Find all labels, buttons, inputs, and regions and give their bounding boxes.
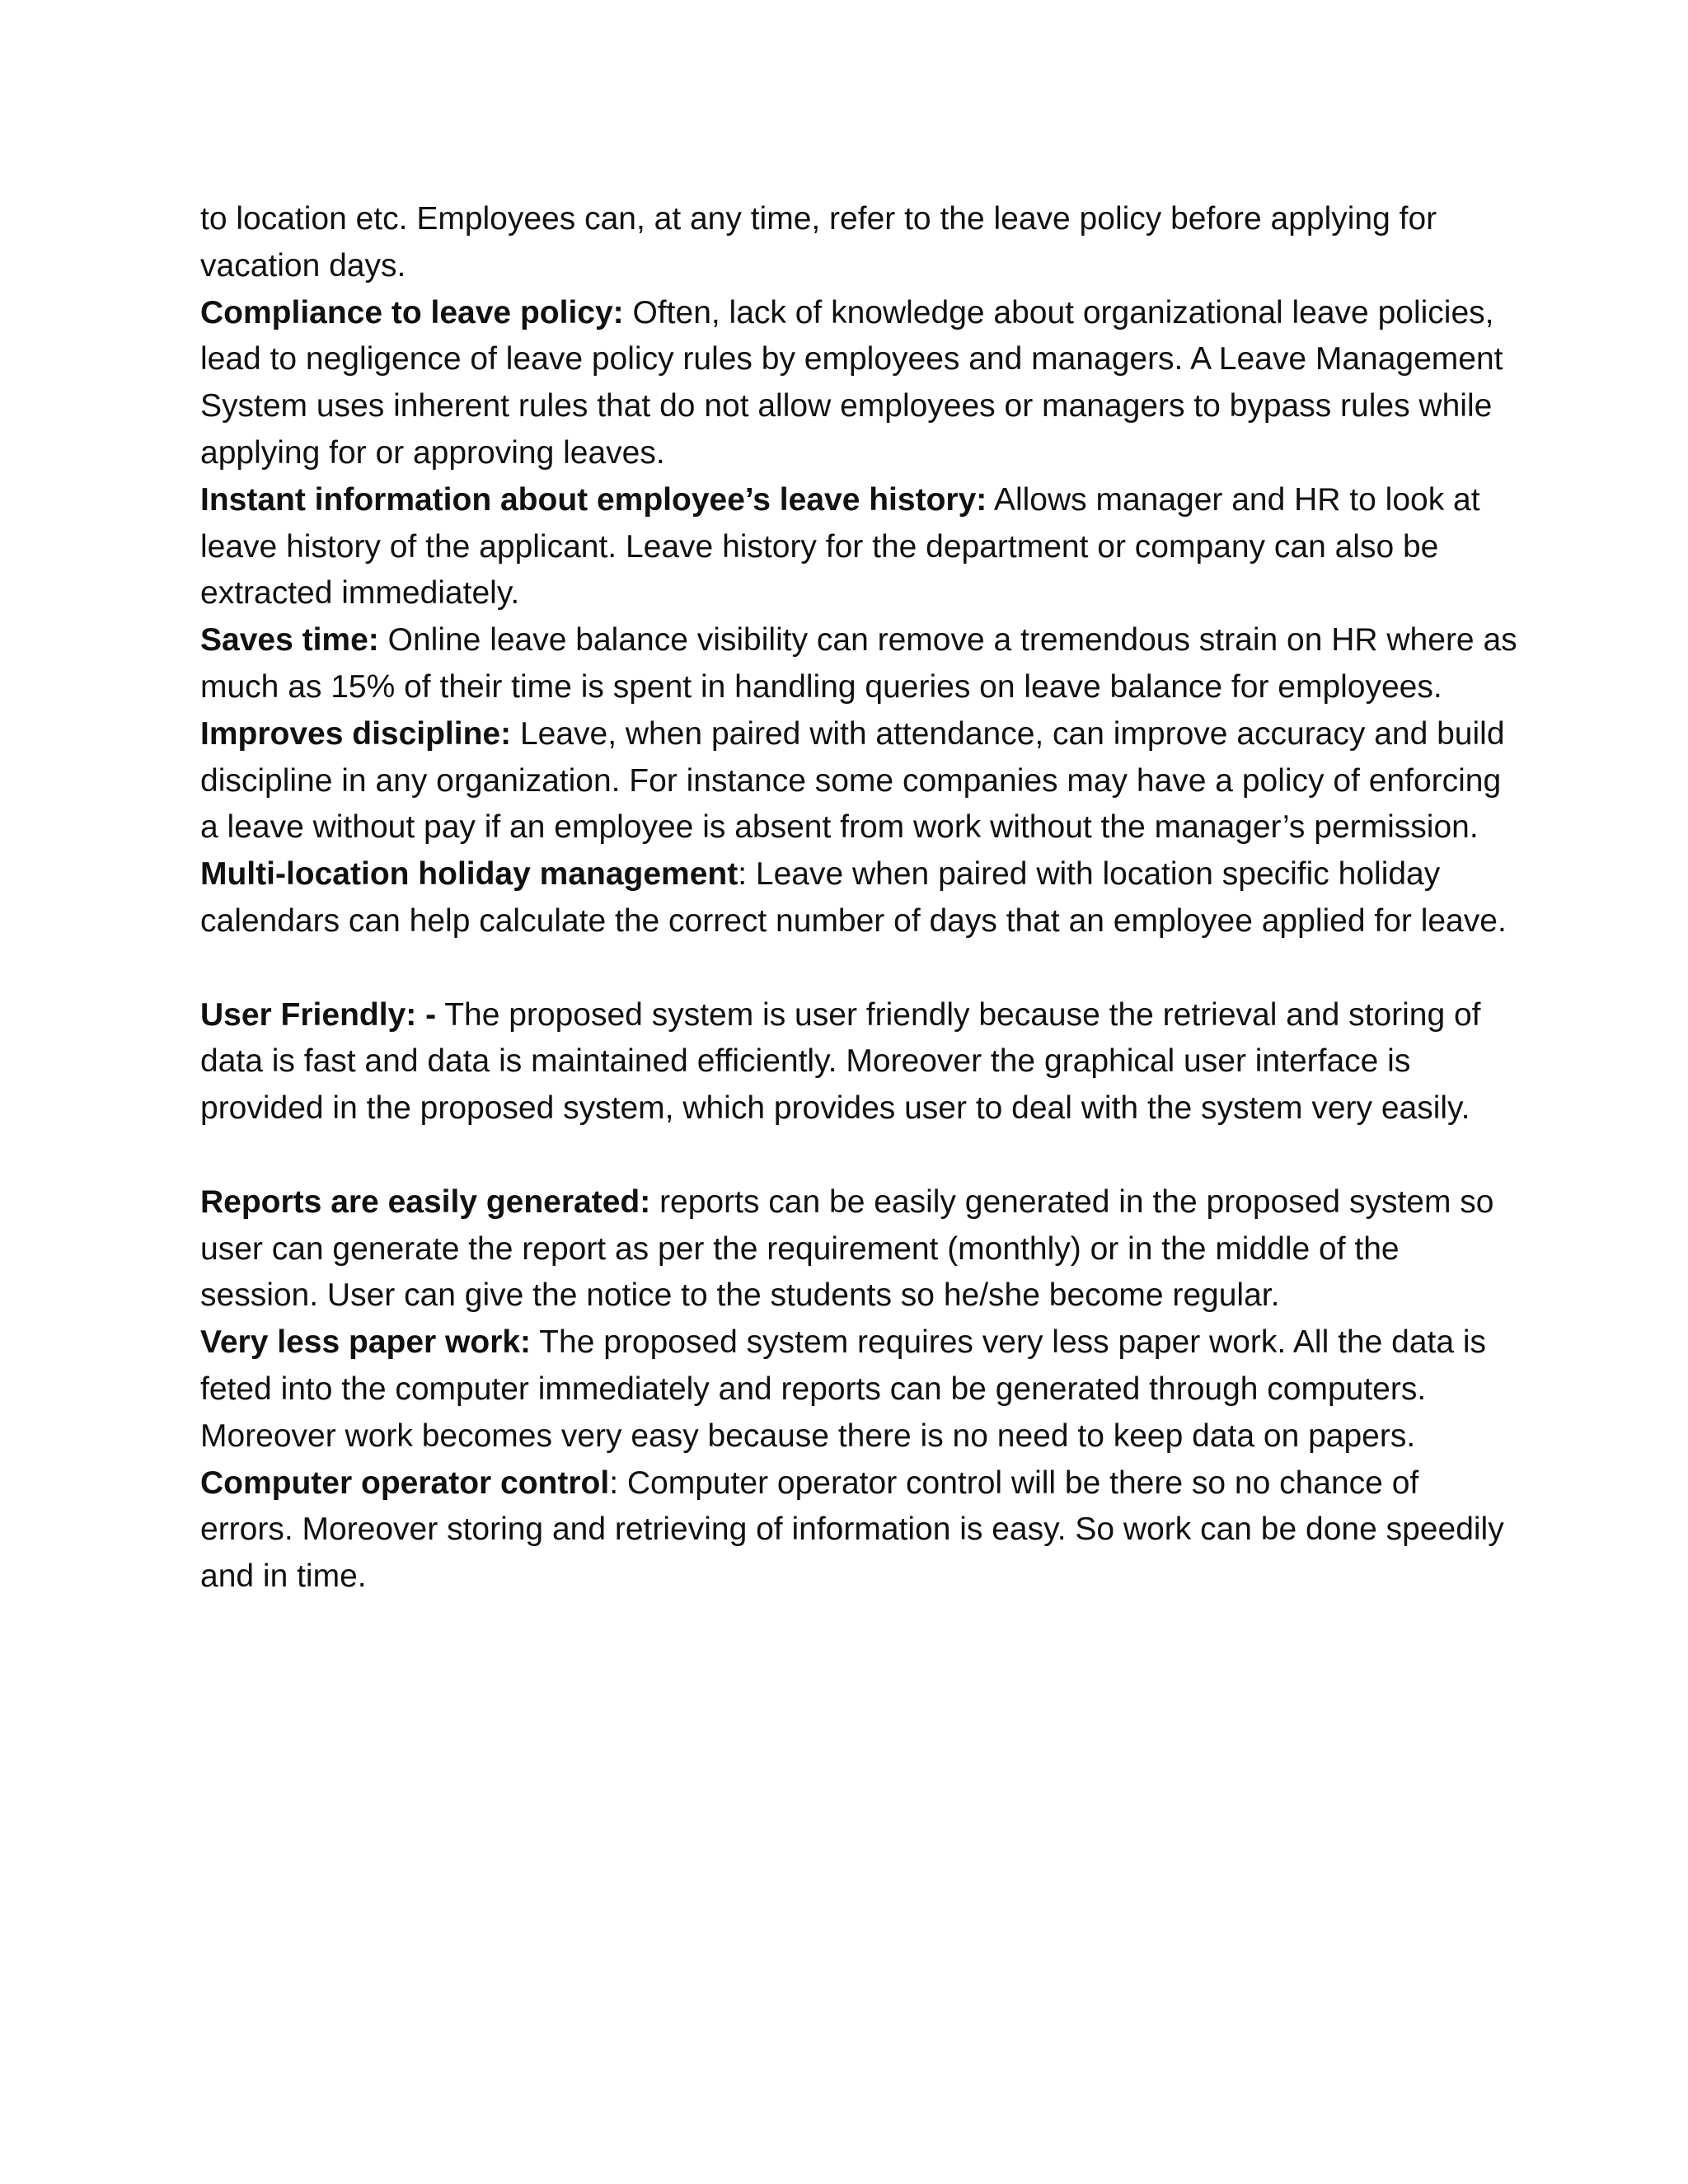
paragraph-heading: User Friendly: - [200, 996, 437, 1033]
paragraph-multi-location-holiday [200, 851, 1519, 945]
paragraph-text: to location etc. Employees can, at any time, refer to the leave policy before applying for vacation days. [200, 201, 1437, 284]
paragraph-text: : Leave when paired with location specific holiday calendars can help calculate the correct number of days that an employee applied for leave. [200, 856, 1507, 939]
paragraph-text: The proposed system is user friendly because the retrieval and storing of data is fast and data is maintained efficiently. Moreover the graphical user interface is provided in the proposed system, which provides user to deal with the system very easily. [200, 996, 1481, 1127]
paragraph-text: : Computer operator control will be there so no chance of errors. Moreover storing and retrieving of information is easy. So work can be done speedily and in time. [200, 1465, 1504, 1595]
paragraph-text: Leave, when paired with attendance, can improve accuracy and build discipline in any organization. For instance some companies may have a policy of enforcing a leave without pay if an employee is absent from work without the manager’s permission. [200, 715, 1505, 846]
paragraph-leave-policy-reference [200, 196, 1519, 290]
paragraph-heading: Very less paper work: [200, 1324, 532, 1361]
paragraph-heading: Compliance to leave policy: [200, 294, 624, 330]
paragraph-computer-operator-control [200, 1460, 1519, 1601]
paragraph-text: Online leave balance visibility can remove a tremendous strain on HR where as much as 15% of their time is spent in handling queries on leave balance for employees. [200, 622, 1517, 705]
paragraph-heading: Multi-location holiday management [200, 856, 738, 893]
paragraph-heading: Improves discipline: [200, 715, 512, 752]
paragraph-text: Allows manager and HR to look at leave history of the applicant. Leave history for the department or company can also be extracted immediately. [200, 481, 1480, 612]
paragraph-heading: Reports are easily generated: [200, 1183, 651, 1220]
paragraph-text: Moreover work becomes very easy because there is no need to keep data on papers. [200, 1418, 1416, 1454]
paragraph-improves-discipline [200, 711, 1519, 851]
document-body [200, 196, 1519, 1601]
paragraph-instant-information [200, 477, 1519, 617]
paragraph-very-less-paper-work [200, 1319, 1519, 1413]
paragraph-work-becomes-easy [200, 1413, 1519, 1460]
paragraph-heading: Instant information about employee’s leave history: [200, 481, 987, 518]
paragraph-user-friendly [200, 992, 1519, 1132]
paragraph-text: The proposed system requires very less paper work. All the data is feted into the computer immediately and reports can be generated through computers. [200, 1324, 1487, 1407]
paragraph-text: reports can be easily generated in the proposed system so user can generate the report as per the requirement (monthly) or in the middle of the session. User can give the notice to the students so he/she become regular. [200, 1183, 1494, 1314]
paragraph-heading: Computer operator control [200, 1465, 610, 1501]
paragraph-text: Often, lack of knowledge about organizational leave policies, lead to negligence of leave policy rules by employees and managers. A Leave Management System uses inherent rules that do not allow employees or managers to bypass rules while applying for or approving leaves. [200, 294, 1503, 471]
paragraph-spacer [200, 945, 1519, 992]
paragraph-heading: Saves time: [200, 622, 379, 658]
paragraph-spacer [200, 1132, 1519, 1179]
paragraph-saves-time [200, 617, 1519, 711]
paragraph-compliance-to-leave-policy [200, 290, 1519, 477]
paragraph-reports-easily-generated [200, 1179, 1519, 1319]
